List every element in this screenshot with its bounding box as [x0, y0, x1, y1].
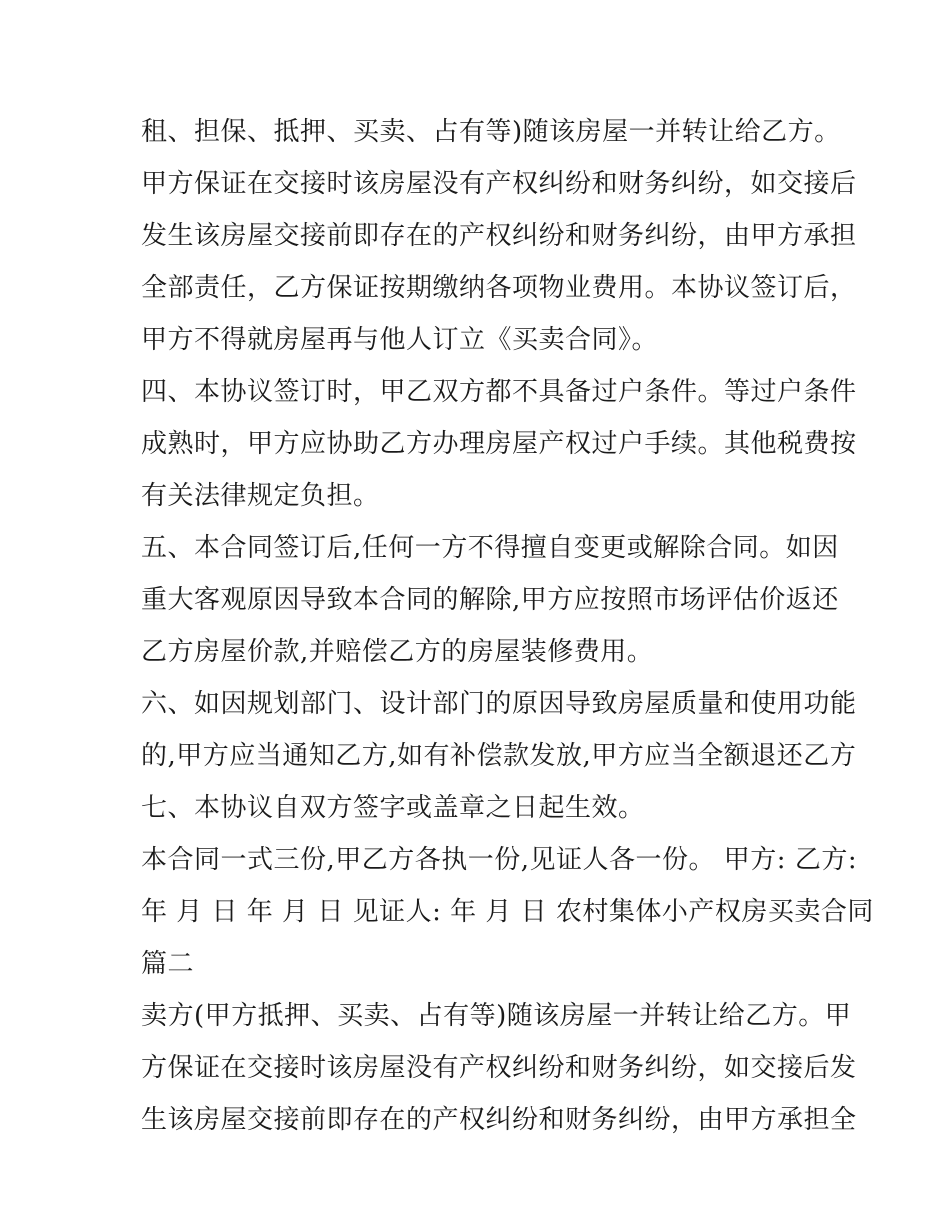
text-line: 租、担保、抵押、买卖、占有等)随该房屋一并转让给乙方。 [141, 117, 841, 147]
text-line: 有关法律规定负担。 [141, 481, 380, 511]
text-line: 成熟时，甲方应协助乙方办理房屋产权过户手续。其他税费按 [141, 429, 857, 459]
text-line: 的,甲方应当通知乙方,如有补偿款发放,甲方应当全额退还乙方 [141, 741, 857, 771]
text-line: 方保证在交接时该房屋没有产权纠纷和财务纠纷，如交接后发 [141, 1053, 857, 1083]
text-line: 甲方不得就房屋再与他人订立《买卖合同》。 [141, 325, 659, 355]
text-line: 生该房屋交接前即存在的产权纠纷和财务纠纷，由甲方承担全 [141, 1105, 857, 1135]
text-line: 卖方(甲方抵押、买卖、占有等)随该房屋一并转让给乙方。甲 [141, 1001, 852, 1031]
text-line: 发生该房屋交接前即存在的产权纠纷和财务纠纷，由甲方承担 [141, 221, 857, 251]
text-line: 乙方房屋价款,并赔偿乙方的房屋装修费用。 [141, 637, 654, 667]
signature-date-line: 年 月 日 年 月 日 见证人: 年 月 日 农村集体小产权房买卖合同 [141, 897, 874, 927]
clause-six-line: 六、如因规划部门、设计部门的原因导致房屋质量和使用功能 [141, 689, 857, 719]
document-body [141, 106, 874, 1146]
clause-five-line: 五、本合同签订后,任何一方不得擅自变更或解除合同。如因 [141, 533, 839, 563]
clause-four-line: 四、本协议签订时，甲乙双方都不具备过户条件。等过户条件 [141, 377, 857, 407]
section-heading: 篇二 [141, 949, 195, 979]
text-line: 重大客观原因导致本合同的解除,甲方应按照市场评估价返还 [141, 585, 839, 615]
text-line: 甲方保证在交接时该房屋没有产权纠纷和财务纠纷，如交接后 [141, 169, 857, 199]
clause-seven-line: 七、本协议自双方签字或盖章之日起生效。 [141, 793, 645, 823]
text-line: 全部责任，乙方保证按期缴纳各项物业费用。本协议签订后， [141, 273, 857, 303]
copies-line: 本合同一式三份,甲乙方各执一份,见证人各一份。 甲方: 乙方: [141, 845, 858, 875]
